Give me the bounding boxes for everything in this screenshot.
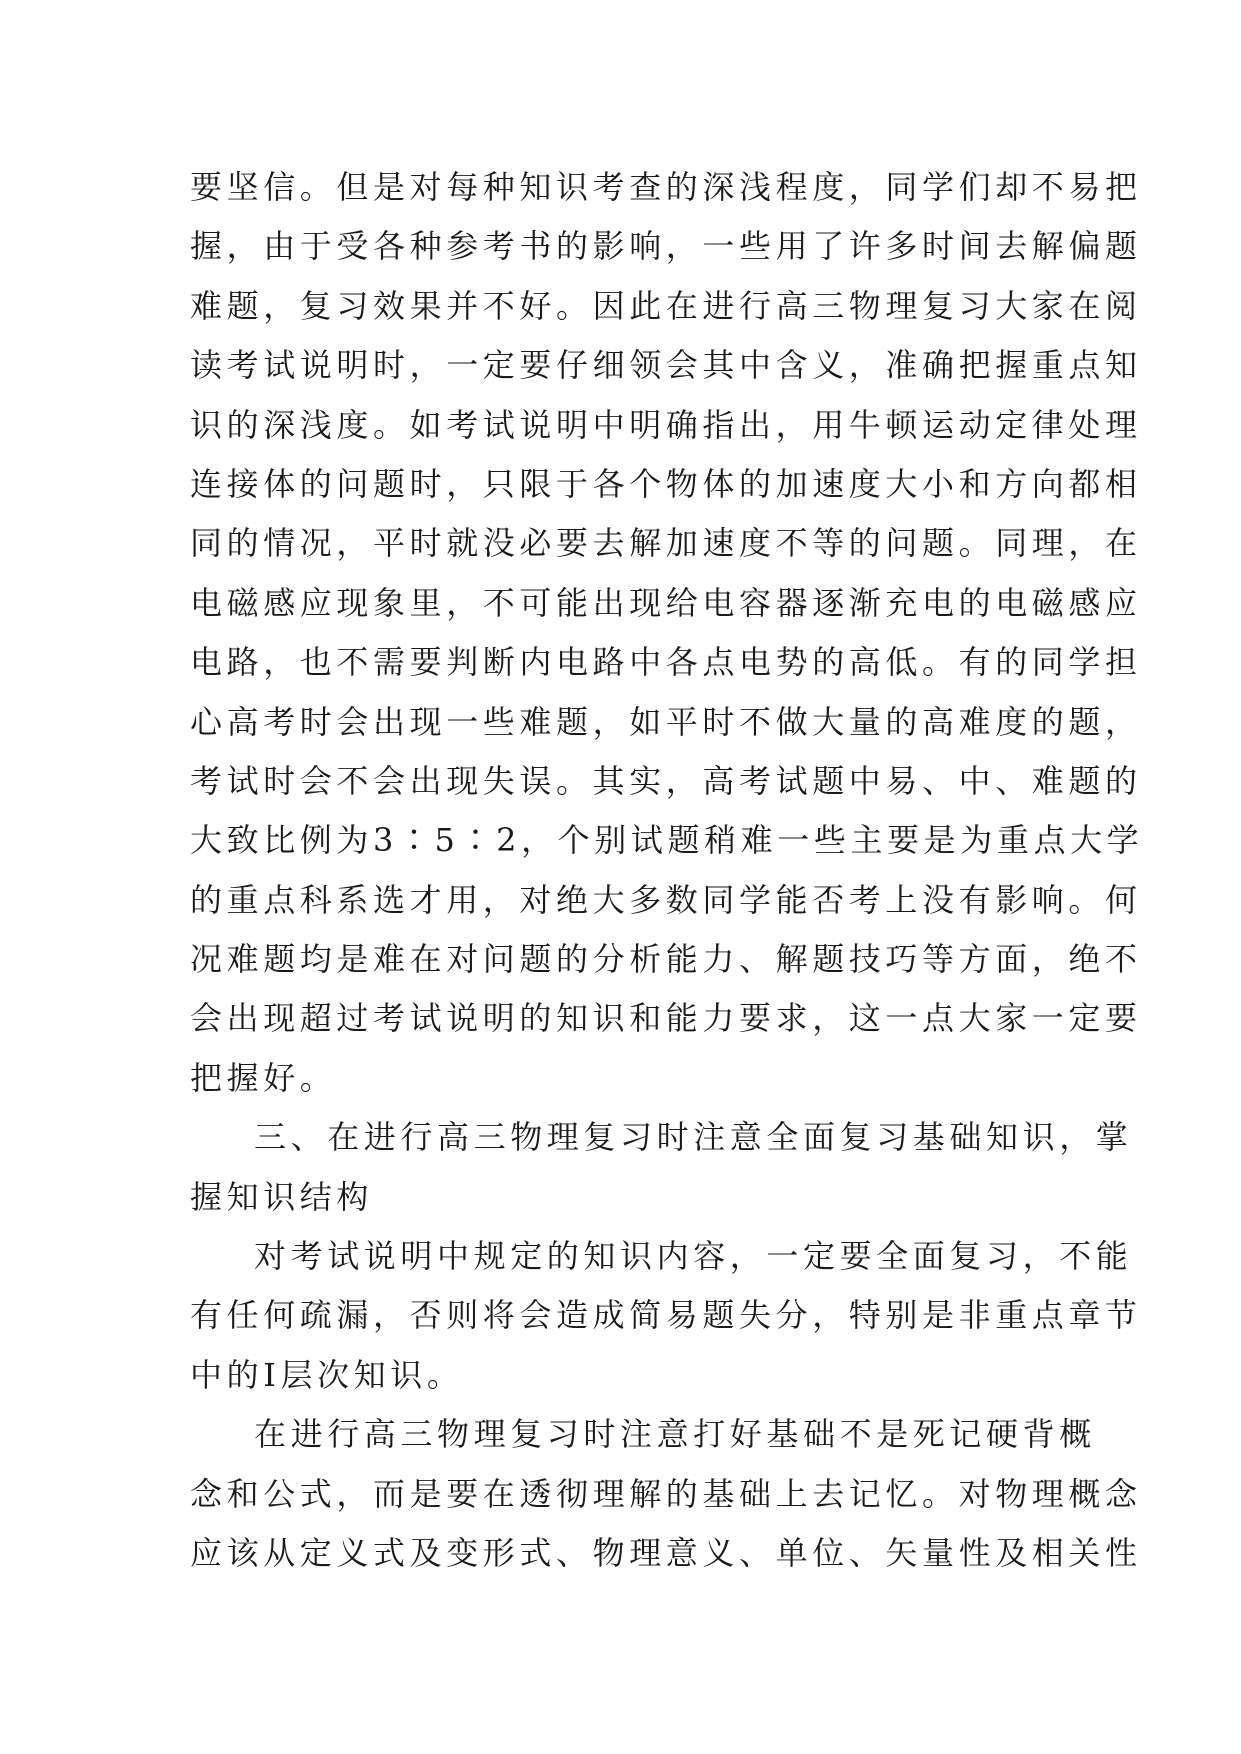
text-line: 对考试说明中规定的知识内容，一定要全面复习，不能 (254, 1237, 1133, 1276)
text-line: 连接体的问题时，只限于各个物体的加速度大小和方向都相 (190, 464, 1142, 503)
text-line: 要坚信。但是对每种知识考查的深浅程度，同学们却不易把 (190, 168, 1142, 206)
text-line: 难题，复习效果并不好。因此在进行高三物理复习大家在阅 (190, 286, 1142, 325)
text-line: 念和公式，而是要在透彻理解的基础上去记忆。对物理概念 (190, 1474, 1142, 1513)
section-heading-continuation: 握知识结构 (190, 1177, 374, 1216)
text-line: 在进行高三物理复习时注意打好基础不是死记硬背概 (254, 1415, 1096, 1454)
text-line: 的重点科系选才用，对绝大多数同学能否考上没有影响。何 (190, 880, 1142, 919)
text-line: 会出现超过考试说明的知识和能力要求，这一点大家一定要 (190, 999, 1142, 1038)
text-line: 电磁感应现象里，不可能出现给电容器逐渐充电的电磁感应 (190, 583, 1142, 622)
text-line: 心高考时会出现一些难题，如平时不做大量的高难度的题， (190, 702, 1142, 741)
text-line: 同的情况，平时就没必要去解加速度不等的问题。同理，在 (190, 524, 1142, 563)
text-line: 应该从定义式及变形式、物理意义、单位、矢量性及相关性 (190, 1533, 1142, 1572)
text-line: 读考试说明时，一定要仔细领会其中含义，准确把握重点知 (190, 346, 1142, 385)
document-body (190, 158, 1144, 1583)
text-line: 识的深浅度。如考试说明中明确指出，用牛顿运动定律处理 (190, 405, 1142, 444)
text-line: 大致比例为3∶5∶2，个别试题稍难一些主要是为重点大学 (190, 821, 1144, 860)
text-line: 电路，也不需要判断内电路中各点电势的高低。有的同学担 (190, 643, 1142, 682)
text-line: 考试时会不会出现失误。其实，高考试题中易、中、难题的 (190, 761, 1142, 800)
text-line: 握，由于受各种参考书的影响，一些用了许多时间去解偏题 (190, 227, 1142, 266)
text-line: 中的Ⅰ层次知识。 (190, 1355, 464, 1394)
text-line: 况难题均是难在对问题的分析能力、解题技巧等方面，绝不 (190, 940, 1142, 979)
section-heading: 三、在进行高三物理复习时注意全面复习基础知识，掌 (254, 1118, 1133, 1157)
text-line: 有任何疏漏，否则将会造成简易题失分，特别是非重点章节 (190, 1296, 1142, 1335)
text-line: 把握好。 (190, 1058, 337, 1097)
